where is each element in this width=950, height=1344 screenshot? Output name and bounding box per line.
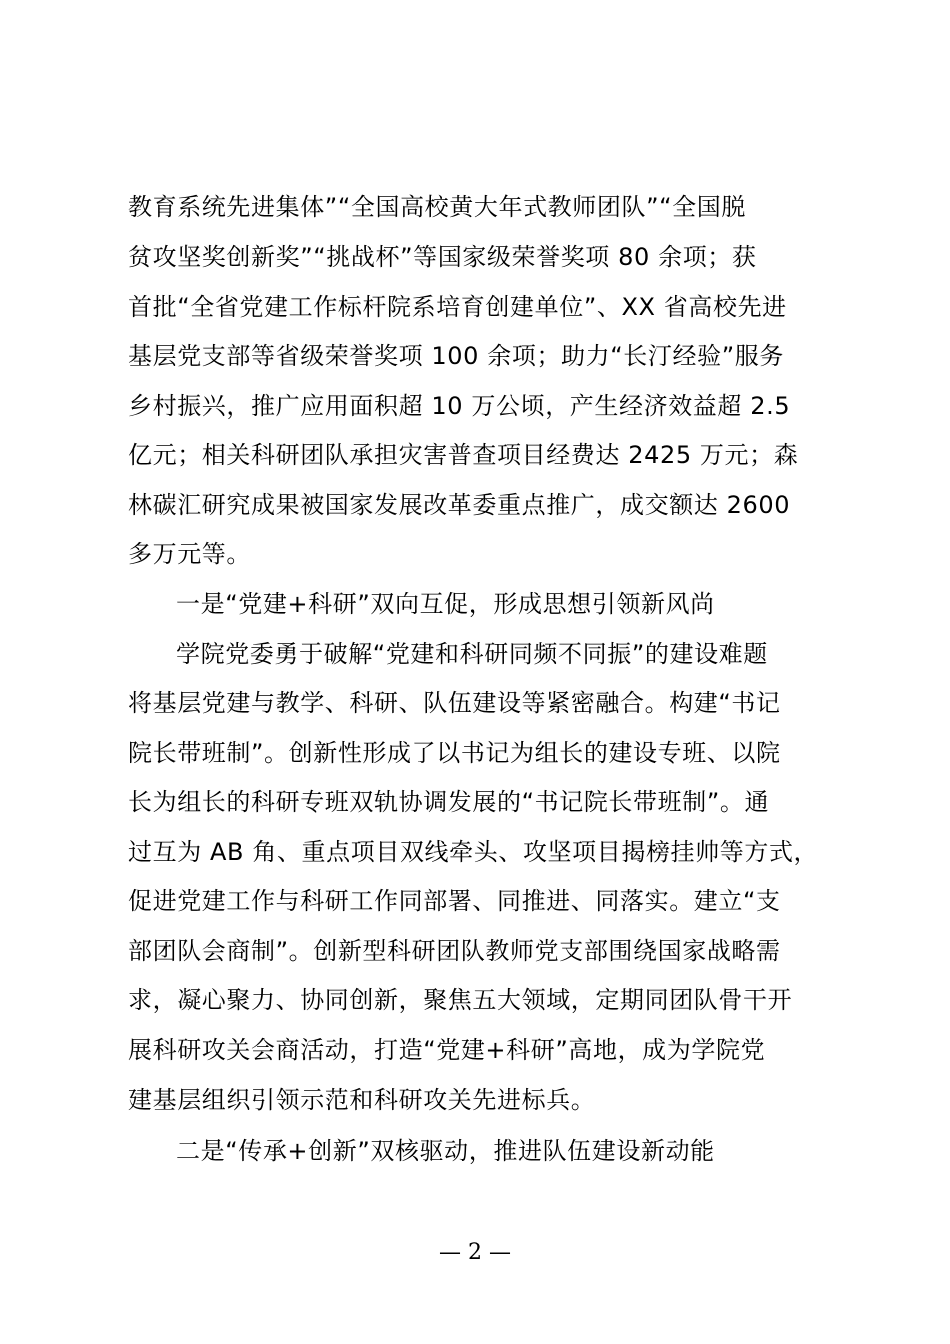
section-heading-1: 一是“党建+科研”双向互促，形成思想引领新风尚 [176, 590, 715, 618]
paragraph-line: 展科研攻关会商活动，打造“党建+科研”高地，成为学院党 [128, 1036, 766, 1064]
paragraph-line: 将基层党建与教学、科研、队伍建设等紧密融合。构建“书记 [128, 689, 781, 717]
section-heading-2: 二是“传承+创新”双核驱动，推进队伍建设新动能 [176, 1137, 715, 1165]
paragraph-line: 长为组长的科研专班双轨协调发展的“书记院长带班制”。通 [128, 788, 770, 816]
paragraph-line: 多万元等。 [128, 540, 251, 568]
paragraph-line: 乡村振兴，推广应用面积超 10 万公顷，产生经济效益超 2.5 [128, 392, 791, 420]
paragraph-line: 林碳汇研究成果被国家发展改革委重点推广，成交额达 2600 [128, 491, 791, 519]
paragraph-line: 基层党支部等省级荣誉奖项 100 余项；助力“长汀经验”服务 [128, 342, 784, 370]
paragraph-line: 求，凝心聚力、协同创新，聚焦五大领域，定期同团队骨干开 [128, 986, 793, 1014]
paragraph-line: 过互为 AB 角、重点项目双线牵头、攻坚项目揭榜挂帅等方式， [128, 838, 819, 866]
paragraph-line: 建基层组织引领示范和科研攻关先进标兵。 [128, 1086, 596, 1114]
paragraph-line: 贫攻坚奖创新奖”“挑战杯”等国家级荣誉奖项 80 余项；获 [128, 243, 757, 271]
paragraph-line: 部团队会商制”。创新型科研团队教师党支部围绕国家战略需 [128, 937, 781, 965]
paragraph-line: 教育系统先进集体”“全国高校黄大年式教师团队”“全国脱 [128, 193, 746, 221]
paragraph-line: 亿元；相关科研团队承担灾害普查项目经费达 2425 万元；森 [128, 441, 799, 469]
paragraph-line: 促进党建工作与科研工作同部署、同推进、同落实。建立“支 [128, 887, 781, 915]
paragraph-line: 院长带班制”。创新性形成了以书记为组长的建设专班、以院 [128, 739, 781, 767]
page-number: — 2 — [439, 1240, 511, 1265]
paragraph-line: 学院党委勇于破解“党建和科研同频不同振”的建设难题 [176, 640, 768, 668]
paragraph-line: 首批“全省党建工作标杆院系培育创建单位”、XX 省高校先进 [128, 293, 787, 321]
